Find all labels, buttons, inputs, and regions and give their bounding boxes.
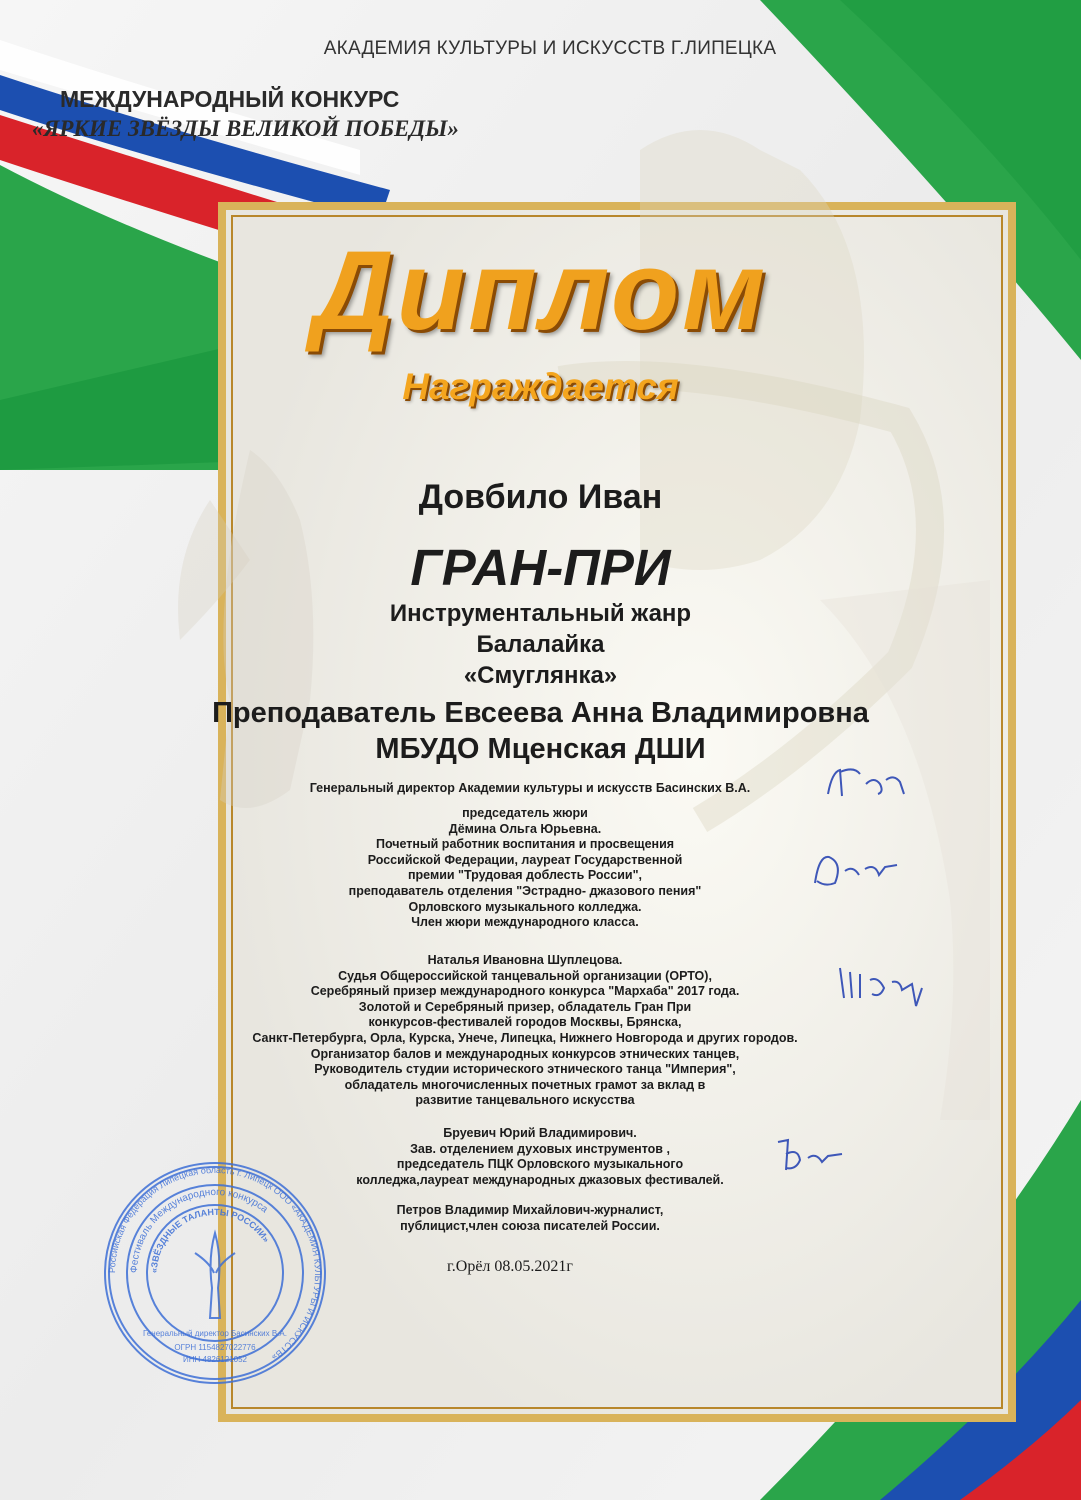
jury-line: конкурсов-фестивалей городов Москвы, Брянска,	[368, 1015, 682, 1030]
stamp-outer-text: Российская Федерация Липецкая область г. Липецк ООО «АКАДЕМИЯ КУЛЬТУРЫ И ИСКУССТВ»	[106, 1164, 324, 1363]
jury-member-2	[160, 953, 890, 1109]
jury-line: Российской Федерации, лауреат Государственной	[367, 852, 683, 867]
jury-chair	[300, 806, 750, 931]
jury-line: Серебряный призер международного конкурса "Мархаба" 2017 года.	[310, 984, 740, 999]
jury-line: обладатель многочисленных почетных грамот за вклад в	[344, 1077, 706, 1092]
jury-line: председатель ПЦК Орловского музыкального	[396, 1157, 684, 1172]
stamp-ogrn: ОГРН 1154827022776	[174, 1343, 256, 1352]
school: МБУДО Мценская ДШИ	[375, 733, 706, 765]
stamp-footer-text: Генеральный директор Басинских В.А.	[143, 1329, 287, 1338]
jury-line: Петров Владимир Михайлович-журналист,	[396, 1203, 664, 1217]
jury-line: Организатор балов и международных конкурсов этнических танцев,	[310, 1046, 740, 1061]
contest-title: МЕЖДУНАРОДНЫЙ КОНКУРС	[60, 86, 400, 112]
official-stamp	[100, 1158, 330, 1388]
director-line: Генеральный директор Академии культуры и искусств Басинских В.А.	[309, 781, 751, 795]
stamp-center-text: «ЗВЁЗДНЫЕ ТАЛАНТЫ РОССИИ»	[148, 1206, 272, 1274]
recipient-name: Довбило Иван	[418, 478, 663, 516]
genre: Инструментальный жанр	[389, 600, 692, 627]
svg-text:Фестиваль Международного конку	[129, 1187, 270, 1273]
jury-line: Золотой и Серебряный призер, обладатель Гран При	[358, 999, 692, 1014]
jury-line: преподаватель отделения "Эстрадно- джазового пения"	[348, 883, 702, 898]
jury-line: публицист,член союза писателей России.	[400, 1218, 660, 1233]
place-date: г.Орёл 08.05.2021г	[447, 1258, 573, 1275]
jury-line: Санкт-Петербурга, Орла, Курска, Унече, Липецка, Нижнего Новгорода и других городов.	[252, 1030, 798, 1045]
jury-line: Бруевич Юрий Владимирович.	[443, 1126, 637, 1140]
instrument: Балалайка	[476, 631, 605, 658]
jury-line: колледжа,лауреат международных джазовых фестивалей.	[356, 1172, 724, 1187]
jury-line: Почетный работник воспитания и просвещения	[375, 837, 675, 852]
signature-director	[820, 760, 920, 810]
signature-chair	[805, 845, 925, 895]
jury-line: Наталья Ивановна Шуплецова.	[427, 953, 623, 967]
jury-member-3	[290, 1126, 790, 1188]
jury-line: Орловского музыкального колледжа.	[408, 899, 642, 914]
jury-member-4	[340, 1203, 720, 1234]
jury-line: Судья Общероссийской танцевальной организации (ОРТО),	[338, 968, 712, 983]
stamp-inn: ИНН 4826121052	[182, 1355, 248, 1364]
jury-line: Руководитель студии исторического этнического танца "Империя",	[314, 1062, 736, 1077]
diploma-title: Диплом	[312, 228, 769, 353]
award-title: ГРАН-ПРИ	[410, 539, 671, 596]
teacher: Преподаватель Евсеева Анна Владимировна	[212, 697, 869, 729]
jury-line: Член жюри международного класса.	[411, 915, 639, 930]
awarded-heading: Награждается	[402, 366, 679, 407]
signature-member-3	[770, 1130, 870, 1180]
academy-name: АКАДЕМИЯ КУЛЬТУРЫ И ИСКУССТВ Г.ЛИПЕЦКА	[323, 38, 777, 59]
jury-line: Дёмина Ольга Юрьевна.	[448, 821, 602, 836]
piece-title: «Смуглянка»	[463, 662, 618, 689]
jury-line: премии "Трудовая доблесть России",	[407, 868, 642, 883]
jury-line: Зав. отделением духовых инструментов ,	[410, 1141, 670, 1156]
stamp-middle-text: Фестиваль Международного конкурса	[128, 1186, 270, 1274]
contest-name: «ЯРКИЕ ЗВЁЗДЫ ВЕЛИКОЙ ПОБЕДЫ»	[32, 116, 459, 141]
jury-line: председатель жюри	[462, 806, 588, 820]
signature-member-2	[830, 958, 940, 1018]
jury-line: развитие танцевального искусства	[415, 1093, 635, 1108]
